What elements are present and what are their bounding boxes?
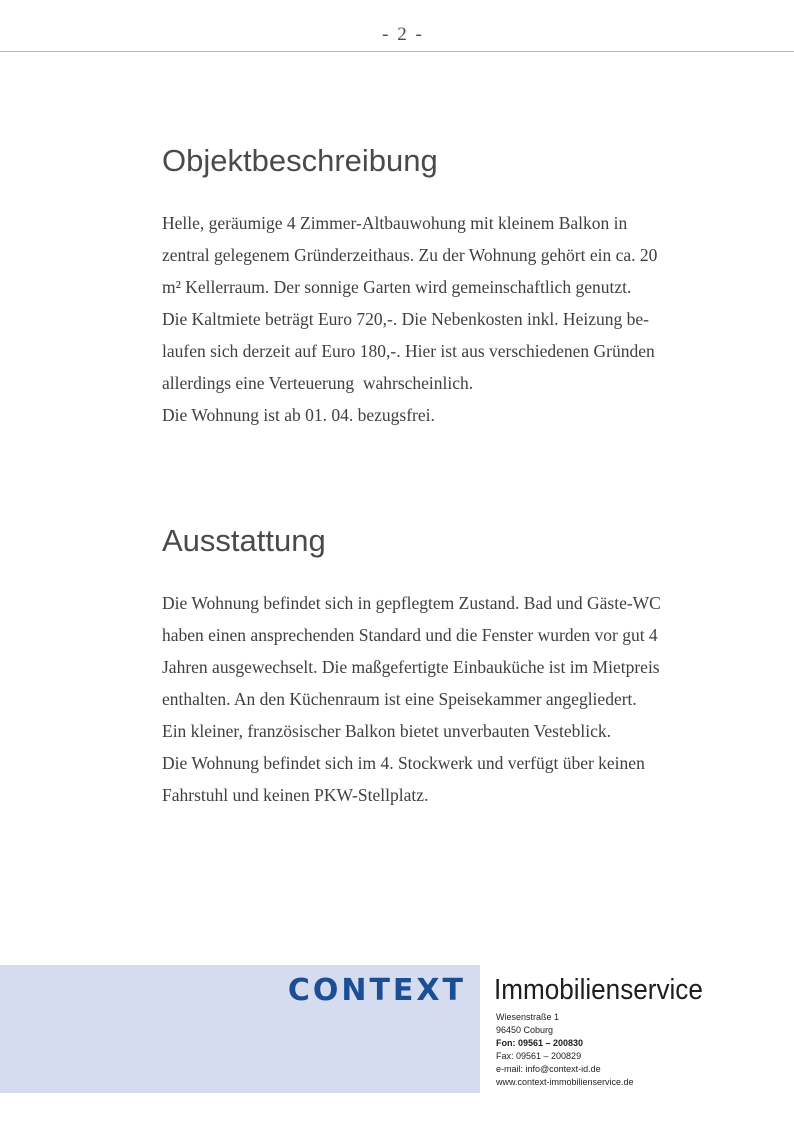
header-divider: [0, 51, 794, 52]
brand-service-name: Immobilienservice: [494, 974, 703, 1006]
text-line: allerdings eine Verteuerung wahrscheinlich.: [162, 373, 474, 393]
text-line: m² Kellerraum. Der sonnige Garten wird gemeinschaftlich genutzt.: [162, 277, 632, 297]
section-body: [162, 587, 702, 811]
text-line: Die Wohnung befindet sich in gepflegtem Zustand. Bad und Gäste-WC: [162, 593, 661, 613]
contact-block: [496, 1011, 634, 1089]
text-line: haben einen ansprechenden Standard und die Fenster wurden vor gut 4: [162, 625, 658, 645]
section-ausstattung: [162, 523, 702, 811]
brand-logo-text: CONTEXT: [287, 973, 466, 1008]
section-title: Objektbeschreibung: [162, 143, 438, 178]
section-objektbeschreibung: [162, 143, 702, 431]
email-address: e-mail: info@context-id.de: [496, 1064, 601, 1074]
text-line: Die Wohnung ist ab 01. 04. bezugsfrei.: [162, 405, 435, 425]
website-url: www.context-immobilienservice.de: [496, 1077, 634, 1087]
footer-band: [0, 965, 480, 1093]
fax-number: Fax: 09561 – 200829: [496, 1051, 582, 1061]
page-number: - 2 -: [382, 24, 424, 45]
section-title: Ausstattung: [162, 523, 326, 558]
phone-number: Fon: 09561 – 200830: [496, 1038, 584, 1048]
text-line: Die Kaltmiete beträgt Euro 720,-. Die Nebenkosten inkl. Heizung be-: [162, 309, 649, 329]
text-line: Helle, geräumige 4 Zimmer-Altbauwohung mit kleinem Balkon in: [162, 213, 628, 233]
address-city: 96450 Coburg: [496, 1025, 554, 1035]
address-street: Wiesenstraße 1: [496, 1012, 560, 1022]
text-line: Die Wohnung befindet sich im 4. Stockwerk und verfügt über keinen: [162, 753, 645, 773]
section-body: [162, 207, 702, 431]
text-line: Ein kleiner, französischer Balkon bietet unverbauten Vesteblick.: [162, 721, 611, 741]
text-line: laufen sich derzeit auf Euro 180,-. Hier ist aus verschiedenen Gründen: [162, 341, 655, 361]
text-line: Jahren ausgewechselt. Die maßgefertigte Einbauküche ist im Mietpreis: [162, 657, 660, 677]
text-line: enthalten. An den Küchenraum ist eine Speisekammer angegliedert.: [162, 689, 637, 709]
text-line: Fahrstuhl und keinen PKW-Stellplatz.: [162, 785, 429, 805]
text-line: zentral gelegenem Gründerzeithaus. Zu der Wohnung gehört ein ca. 20: [162, 245, 658, 265]
